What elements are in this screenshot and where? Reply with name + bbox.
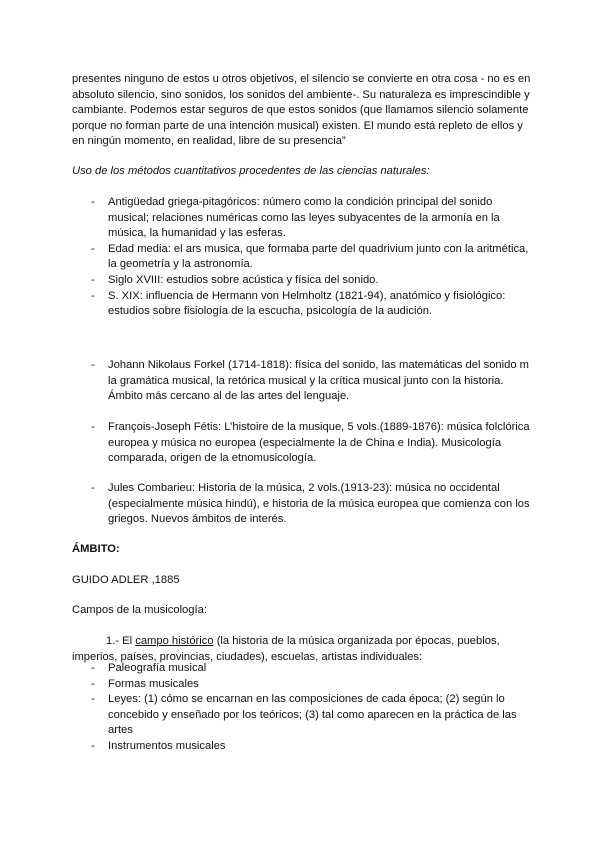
methods-list bbox=[72, 195, 534, 320]
list-item: - Antigüedad griega-pitagóricos: número como la condición principal del sonido musical; relaciones numéricas como las leyes subyacentes de la armonía en la música, la humanidad y las esferas. bbox=[72, 195, 534, 242]
list-item: - Formas musicales bbox=[72, 677, 534, 693]
intro-paragraph: presentes ninguno de estos u otros objetivos, el silencio se convierte en otra cosa - no es en absoluto silencio, sino sonidos, los sonidos del ambiente-. Su naturaleza es imprescindible y cambiante. Podemos estar seguros de que estos sonidos (que llamamos silencio solamente porque no forman parte de una intención musical) existen. El mundo está repleto de ellos y en ningún momento, en realidad, libre de su presencia” bbox=[72, 73, 531, 148]
methods-heading: Uso de los métodos cuantitativos procedentes de las ciencias naturales: bbox=[72, 165, 430, 177]
ambito-heading: ÁMBITO: bbox=[72, 543, 120, 555]
list-item: - Instrumentos musicales bbox=[72, 739, 534, 755]
field-underlined: campo histórico bbox=[135, 635, 214, 647]
list-item: - S. XIX: influencia de Hermann von Helmholtz (1821-94), anatómico y fisiológico: estudios sobre fisiología de la escucha, psicología de la audición. bbox=[72, 289, 534, 320]
list-item: - Edad media: el ars musica, que formaba parte del quadrivium junto con la aritmética, la geometría y la astronomía. bbox=[72, 242, 534, 273]
author-list-fetis bbox=[72, 420, 534, 467]
author-list-forkel bbox=[72, 358, 534, 405]
list-item: - Johann Nikolaus Forkel (1714-1818): física del sonido, las matemáticas del sonido m la gramática musical, la retórica musical y la crítica musical junto con la historia. Ámbito más cercano al de las artes del lenguaje. bbox=[72, 358, 534, 405]
adler-line: GUIDO ADLER ,1885 bbox=[72, 574, 180, 586]
field-prefix: 1.- El bbox=[106, 635, 136, 647]
list-item: - François-Joseph Fétis: L’histoire de la musique, 5 vols.(1889-1876): música folclórica europea y música no europea (especialmente la de China e India). Musicología comparada, origen de la etnomusicología. bbox=[72, 420, 534, 467]
list-item: - Paleografía musical bbox=[72, 661, 534, 677]
campos-line: Campos de la musicología: bbox=[72, 604, 207, 616]
list-item: - Leyes: (1) cómo se encarnan en las composiciones de cada época; (2) según lo concebido y enseñado por los teóricos; (3) tal como aparecen en la práctica de las artes bbox=[72, 692, 534, 739]
list-item: - Jules Combarieu: Historia de la música, 2 vols.(1913-23): música no occidental (especialmente música hindú), e historia de la música europea que comienza con los griegos. Nuevos ámbitos de interés. bbox=[72, 481, 534, 528]
author-list-combarieu bbox=[72, 481, 534, 528]
field-list bbox=[72, 661, 534, 755]
list-item: - Siglo XVIII: estudios sobre acústica y física del sonido. bbox=[72, 273, 534, 289]
field-suffix: (la historia de la música organizada por épocas, pueblos, imperios, países, provincias, ciudades), escuelas, artistas individuales: bbox=[72, 635, 500, 663]
